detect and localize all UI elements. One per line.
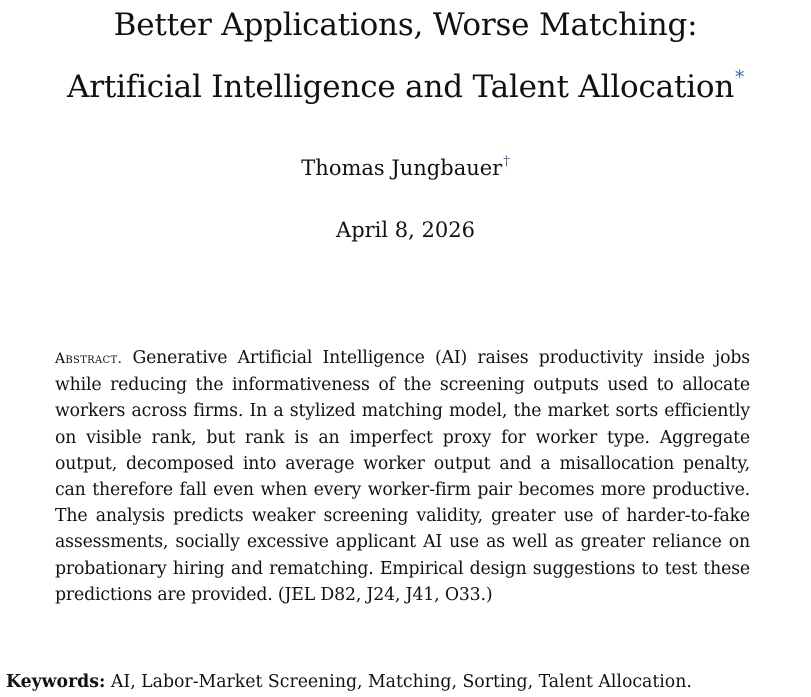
abstract <box>55 345 750 608</box>
keywords-label: Keywords: <box>6 672 106 692</box>
keywords <box>6 670 806 694</box>
author-footnote-link[interactable]: † <box>503 154 510 169</box>
author-line <box>0 155 811 185</box>
title-line-1 <box>0 7 811 43</box>
title-footnote-link[interactable]: * <box>735 67 744 88</box>
author-name: Thomas Jungbauer <box>301 156 503 180</box>
title-text-2: Artificial Intelligence and Talent Allocation <box>67 69 735 105</box>
abstract-body: Generative Artificial Intelligence (AI) raises productivity inside jobs while reducing the informativeness of the screening outputs used to allocate workers across firms. In a stylized matching model, the market sorts efficiently on visible rank, but rank is an imperfect proxy for worker type. Aggregate output, decomposed into average worker output and a misallocation penalty, can therefore fall even when every worker-firm pair becomes more productive. The analysis predicts weaker screening validity, greater use of harder-to-fake assessments, socially excessive applicant AI use as well as greater reliance on probationary hiring and rematching. Empirical design suggestions to test these predictions are provided. (JEL D82, J24, J41, O33.) <box>55 348 750 605</box>
title-line-2 <box>0 69 811 110</box>
publication-date: April 8, 2026 <box>336 218 475 242</box>
title-text-1: Better Applications, Worse Matching: <box>113 7 698 43</box>
abstract-label: Abstract. <box>55 351 123 367</box>
keywords-list: AI, Labor-Market Screening, Matching, Sorting, Talent Allocation. <box>110 672 692 692</box>
